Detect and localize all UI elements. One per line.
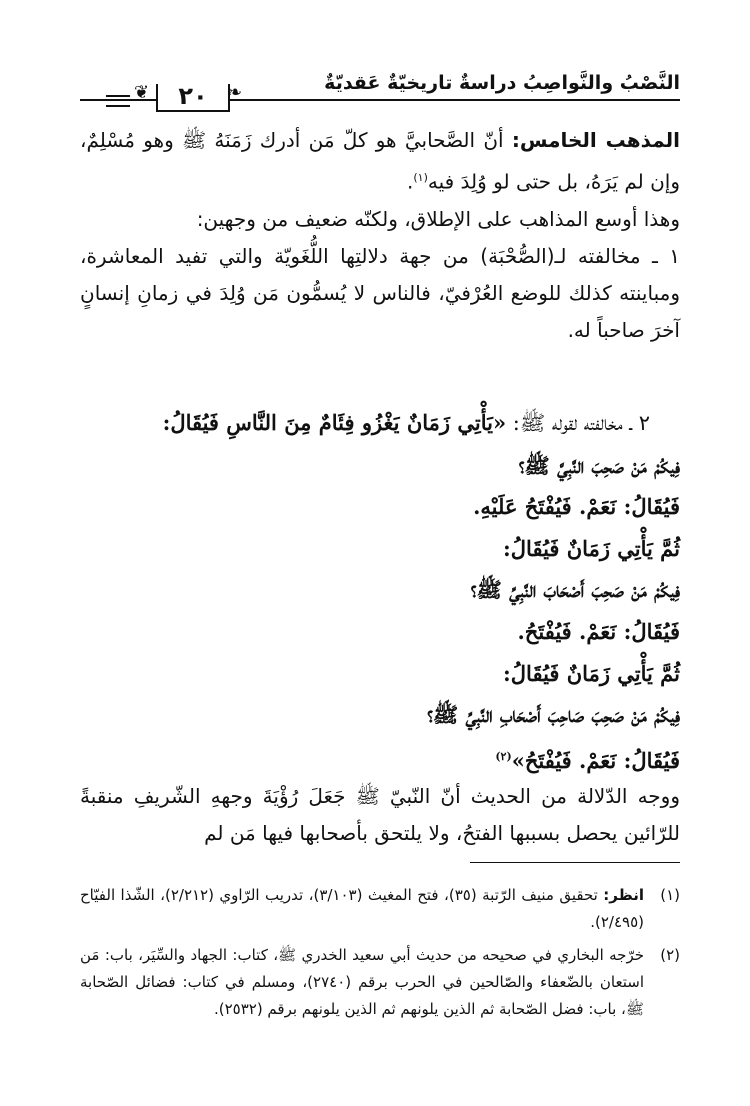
hadith-line: فِيكُمْ مَنْ صَحِبَ صَاحِبَ أَصْحَابِ النَّبِيِّ ﷺ؟ (427, 702, 680, 728)
hadith-block (80, 402, 680, 781)
hadith-line: فَيُقَالُ: نَعَمْ. فَيُفْتَحُ» (511, 747, 680, 773)
footnote-ref[interactable]: (١) (413, 171, 428, 184)
footnote-ref[interactable]: (٢) (495, 749, 512, 763)
floral-ornament-icon: ❦ (134, 82, 150, 103)
paragraph-reason-one: ١ ـ مخالفته لـ(الصُّحْبَة) من جهة دلالتِها اللُّغَويّة والتي تفيد المعاشرة، ومباينته كذلك للوضع العُرْفيّ، فالناس لا يُسمُّون مَن وُلِدَ في زمانِ إنسانٍ آخرَ صاحباً له. (80, 243, 680, 342)
footnotes (80, 882, 680, 1029)
footnote-text (80, 942, 644, 1023)
conclusion-text (80, 778, 680, 852)
page-number-box (156, 84, 230, 112)
paragraph-text: أنّ الصَّحابيَّ هو كلّ مَن أدرك زَمَنَهُ ﷺ وهو مُسْلِمٌ، وإن لم يَرَهُ، بل حتى لو وُلِدَ فيه (80, 128, 680, 194)
footnote-body: تحقيق منيف الرّتبة (٣٥)، فتح المغيث (٣/١٠٣)، تدريب الرّاوي (٢/٢١٢)، الشّذا الفيّاح (٢/٤٩٥). (80, 886, 644, 931)
hadith-line: ثُمَّ يَأْتِي زَمَانٌ فَيُقَالُ: (503, 660, 680, 686)
paragraph-reason-two: ٢ ـ مخالفته لقوله ﷺ: (506, 411, 650, 435)
footnote-body: خرّجه البخاري في صحيحه من حديث أبي سعيد الخدري ﷺ، كتاب: الجهاد والسِّيَر، باب: مَن استعان بالضّعفاء والصّالحين في الحرب برقم (٢٧٤٠)، ومسلم في كتاب: فضائل الصّحابة ﷺ، باب: فضل الصّحابة ثم الذين يلونهم ثم الذين يلونهم برقم (٢٥٣٢). (80, 946, 644, 1018)
footnote-separator (470, 862, 680, 863)
paragraph-lead: المذهب الخامس: (511, 128, 680, 152)
running-title: النَّصْبُ والنَّواصِبُ دراسةٌ تاريخيّةٌ عَقديّةٌ (324, 72, 680, 94)
hadith-line: فِيكُمْ مَنْ صَحِبَ النَّبِيَّ ﷺ؟ (518, 452, 680, 478)
footnote-lead: انظر: (603, 886, 644, 904)
hadith-line: فَيُقَالُ: نَعَمْ. فَيُفْتَحُ عَلَيْهِ. (473, 494, 680, 520)
hadith-last-line (80, 736, 680, 782)
footnote-item (80, 942, 680, 1023)
hadith-intro-line (80, 402, 680, 445)
header-dash-ornament (106, 95, 130, 107)
footnote-item (80, 882, 680, 936)
floral-ornament-icon: ❧ (227, 82, 243, 103)
running-header (80, 62, 680, 112)
hadith-line: فَيُقَالُ: نَعَمْ. فَيُفْتَحُ. (517, 618, 680, 644)
paragraph-evaluation: وهذا أوسع المذاهب على الإطلاق، ولكنّه ضعيف من وجهين: (196, 206, 680, 231)
hadith-line: فِيكُمْ مَنْ صَحِبَ أَصْحَابَ النَّبِيِّ ﷺ؟ (470, 577, 680, 603)
footnote-text (80, 882, 644, 936)
page-number: ٢٠ (178, 82, 208, 110)
main-text (80, 122, 680, 349)
footnote-number: (٢) (660, 946, 680, 964)
hadith-line: «يَأْتِي زَمَانٌ يَغْزُو فِئَامٌ مِنَ النَّاسِ فَيُقَالُ: (162, 410, 507, 435)
hadith-line: ثُمَّ يَأْتِي زَمَانٌ فَيُقَالُ: (503, 535, 680, 561)
paragraph-fifth-school: المذهب الخامس: أنّ الصَّحابيَّ هو كلّ مَن أدرك زَمَنَهُ ﷺ وهو مُسْلِمٌ، وإن لم يَرَهُ، بل حتى لو وُلِدَ فيه$^{(١)}$. (80, 128, 680, 194)
footnote-number: (١) (660, 886, 680, 904)
paragraph-conclusion: ووجه الدّلالة من الحديث أنّ النّبيّ ﷺ جَعَلَ رُؤْيَةَ وجههِ الشّريفِ منقبةً للرّائين يحصل بسببها الفتحُ، ولا يلتحق بأصحابها فيها مَن لم (80, 784, 680, 845)
